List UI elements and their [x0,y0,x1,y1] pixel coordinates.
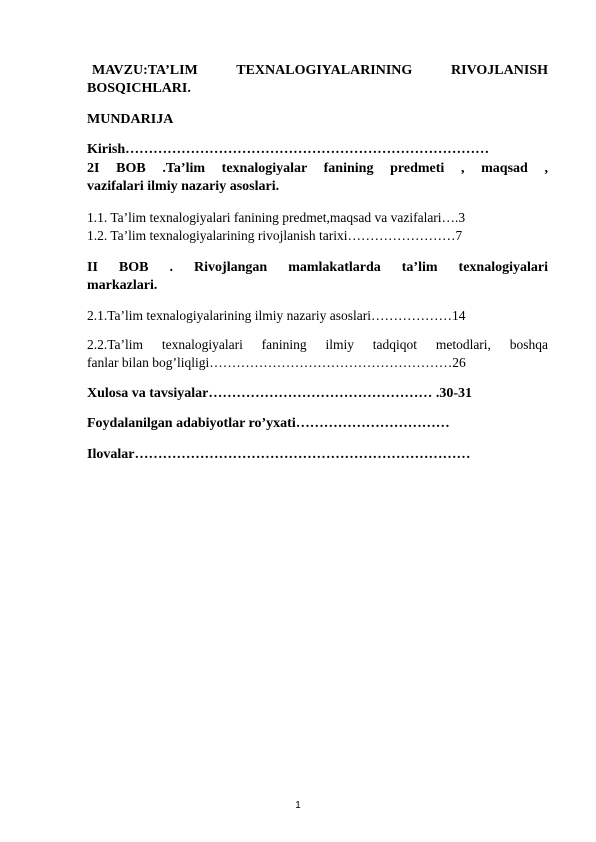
contents-heading: MUNDARIJA [87,112,174,127]
toc-section-1-1: 1.1. Ta’lim texnalogiyalari fanining predmet,maqsad va vazifalari….3 [87,210,466,225]
toc-section-2-2-line-1: 2.2.Ta’lim texnalogiyalari fanining ilmiy tadqiqot metodlari, boshqa [87,337,548,352]
toc-entry-references: Foydalanilgan adabiyotlar ro’yxati…………………………… [87,416,450,431]
toc-section-1-2: 1.2. Ta’lim texnalogiyalarining rivojlanish tarixi……………………7 [87,228,463,243]
toc-entry-introduction: Kirish…………………………………………………………………… [87,142,490,157]
page-number: 1 [295,800,301,811]
toc-chapter-1-line-2: vazifalari ilmiy nazariy asoslari. [87,179,280,194]
toc-chapter-2-line-2: markazlari. [87,278,158,293]
document-title-line-2: BOSQICHLARI. [87,81,191,96]
toc-section-2-1: 2.1.Ta’lim texnalogiyalarining ilmiy nazariy asoslari………………14 [87,308,466,323]
toc-chapter-2-line-1: II BOB . Rivojlangan mamlakatlarda ta’lim texnalogiyalari [87,260,548,275]
toc-entry-appendices: Ilovalar……………………………………………………………… [87,447,471,462]
toc-chapter-1-line-1: 2I BOB .Ta’lim texnalogiyalar fanining predmeti , maqsad , [87,161,548,176]
document-title-line-1: MAVZU:TA’LIM TEXNALOGIYALARINING RIVOJLANISH [92,63,548,78]
toc-section-2-2-line-2: fanlar bilan bog’liqligi………………………………………………26 [87,355,466,370]
toc-entry-conclusion: Xulosa va tavsiyalar………………………………………… .30-31 [87,386,472,401]
